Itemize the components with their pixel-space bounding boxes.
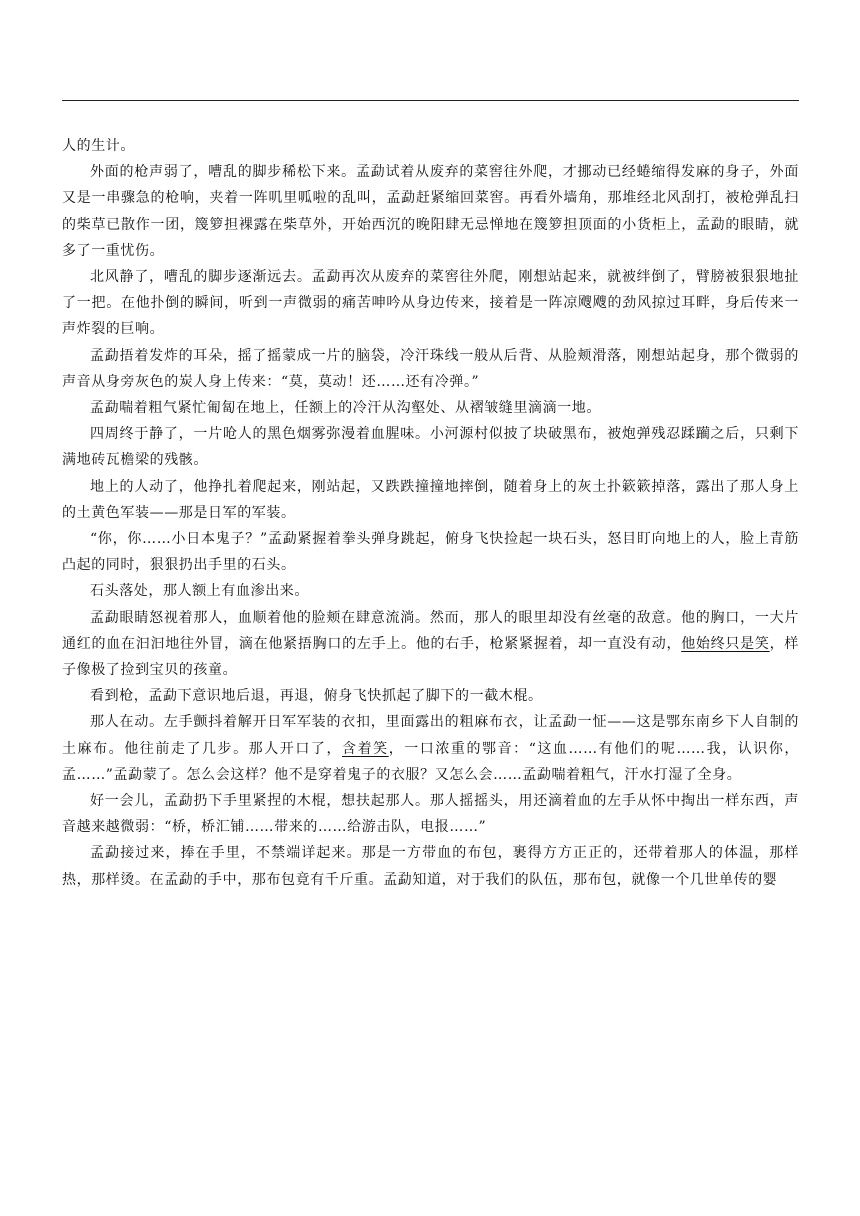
- paragraph-text: 孟勐接过来，捧在手里，不禁端详起来。那是一方带血的布包，裹得方方正正的，还带着那人的体温，那样热，那样烫。在孟勐的手中，那布包竟有千斤重。孟勐知道，对于我们的队伍，那布包，就像一个几世单传的婴: [62, 845, 799, 888]
- paragraph-text: 石头落处，那人额上有血渗出来。: [90, 583, 309, 600]
- paragraph: [62, 683, 799, 709]
- paragraph-text: “你，你……小日本鬼子？”孟勐紧握着拳头弹身跳起，俯身飞快捡起一块石头，怒目盯向地上的人，脸上青筋凸起的同时，狠狠扔出手里的石头。: [62, 531, 799, 574]
- paragraph: [62, 159, 799, 264]
- paragraph-text: 好一会儿，孟勐扔下手里紧捏的木棍，想扶起那人。那人摇摇头，用还滴着血的左手从怀中掏出一样东西，声音越来越微弱：“桥，桥汇铺……带来的……给游击队，电报……”: [62, 793, 799, 836]
- paragraph-text: 孟勐喘着粗气紧忙匍匐在地上，任额上的冷汗从沟壑处、从褶皱缝里滴滴一地。: [90, 400, 601, 417]
- paragraph-continuation: [62, 133, 799, 159]
- paragraph-text: 四周终于静了，一片呛人的黑色烟雾弥漫着血腥味。小河源村似披了块破黑布，被炮弹残忍蹂躏之后，只剩下满地砖瓦檐梁的残骸。: [62, 426, 799, 469]
- underlined-phrase: 他始终只是笑: [681, 635, 770, 652]
- paragraph: [62, 526, 799, 578]
- paragraph: [62, 709, 799, 788]
- paragraph: [62, 421, 799, 473]
- paragraph: [62, 343, 799, 395]
- paragraph-text-after: ，样子像极了捡到宝贝的孩童。: [62, 635, 799, 679]
- paragraph: [62, 788, 799, 840]
- paragraph-text: 人的生计。: [62, 138, 135, 154]
- paragraph-text-after: ，一口浓重的鄂音：“这血……有他们的呢……我，认识你，孟……”孟勐蒙了。怎么会这样？他不是穿着鬼子的衣服？又怎么会……孟勐喘着粗气，汗水打湿了全身。: [62, 740, 799, 783]
- paragraph-text: 那人在动。左手颤抖着解开日军军装的衣扣，里面露出的粗麻布衣，让孟勐一怔——这是鄂东南乡下人自制的土麻布。他往前走了几步。那人开口了，: [62, 714, 799, 757]
- paragraph-text: 北风静了，嘈乱的脚步逐渐远去。孟勐再次从废弃的菜窖往外爬，刚想站起来，就被绊倒了，臂膀被狠狠地扯了一把。在他扑倒的瞬间，听到一声微弱的痛苦呻吟从身边传来，接着是一阵凉飕飕的劲风掠过耳畔，身后传来一声炸裂的巨响。: [62, 269, 799, 338]
- paragraph-text: 孟勐捂着发炸的耳朵，摇了摇蒙成一片的脑袋，冷汗珠线一般从后背、从脸颊滑落，刚想站起身，那个微弱的声音从身旁灰色的炭人身上传来：“莫，莫动！还……还有冷弹。”: [62, 347, 799, 390]
- body-text: [62, 133, 799, 893]
- paragraph: [62, 395, 799, 421]
- paragraph-text: 看到枪，孟勐下意识地后退，再退，俯身飞快抓起了脚下的一截木棍。: [90, 688, 543, 705]
- paragraph: [62, 264, 799, 343]
- header-rule: [62, 100, 799, 101]
- paragraph-text: 地上的人动了，他挣扎着爬起来，刚站起，又跌跌撞撞地摔倒，随着身上的灰土扑簌簌掉落，露出了那人身上的土黄色军装——那是日军的军装。: [62, 478, 799, 521]
- paragraph: [62, 578, 799, 604]
- paragraph: [62, 605, 799, 684]
- paragraph-text: 外面的枪声弱了，嘈乱的脚步稀松下来。孟勐试着从废弃的菜窖往外爬，才挪动已经蜷缩得发麻的身子，外面又是一串骤急的枪响，夹着一阵叽里呱啦的乱叫，孟勐赶紧缩回菜窖。再看外墙角，那堆经北风刮打，被枪弹乱扫的柴草已散作一团，篾箩担裸露在柴草外，开始西沉的晚阳肆无忌惮地在篾箩担顶面的小货柜上，孟勐的眼睛，就多了一重忧伤。: [62, 164, 799, 259]
- paragraph: [62, 474, 799, 526]
- paragraph: [62, 840, 799, 892]
- underlined-phrase: 含着笑: [342, 740, 389, 757]
- paragraph-text: 孟勐眼睛怒视着那人，血顺着他的脸颊在肆意流淌。然而，那人的眼里却没有丝毫的敌意。他的胸口，一大片通红的血在汩汩地往外冒，滴在他紧捂胸口的左手上。他的右手，枪紧紧握着，却一直没有动，: [62, 609, 799, 652]
